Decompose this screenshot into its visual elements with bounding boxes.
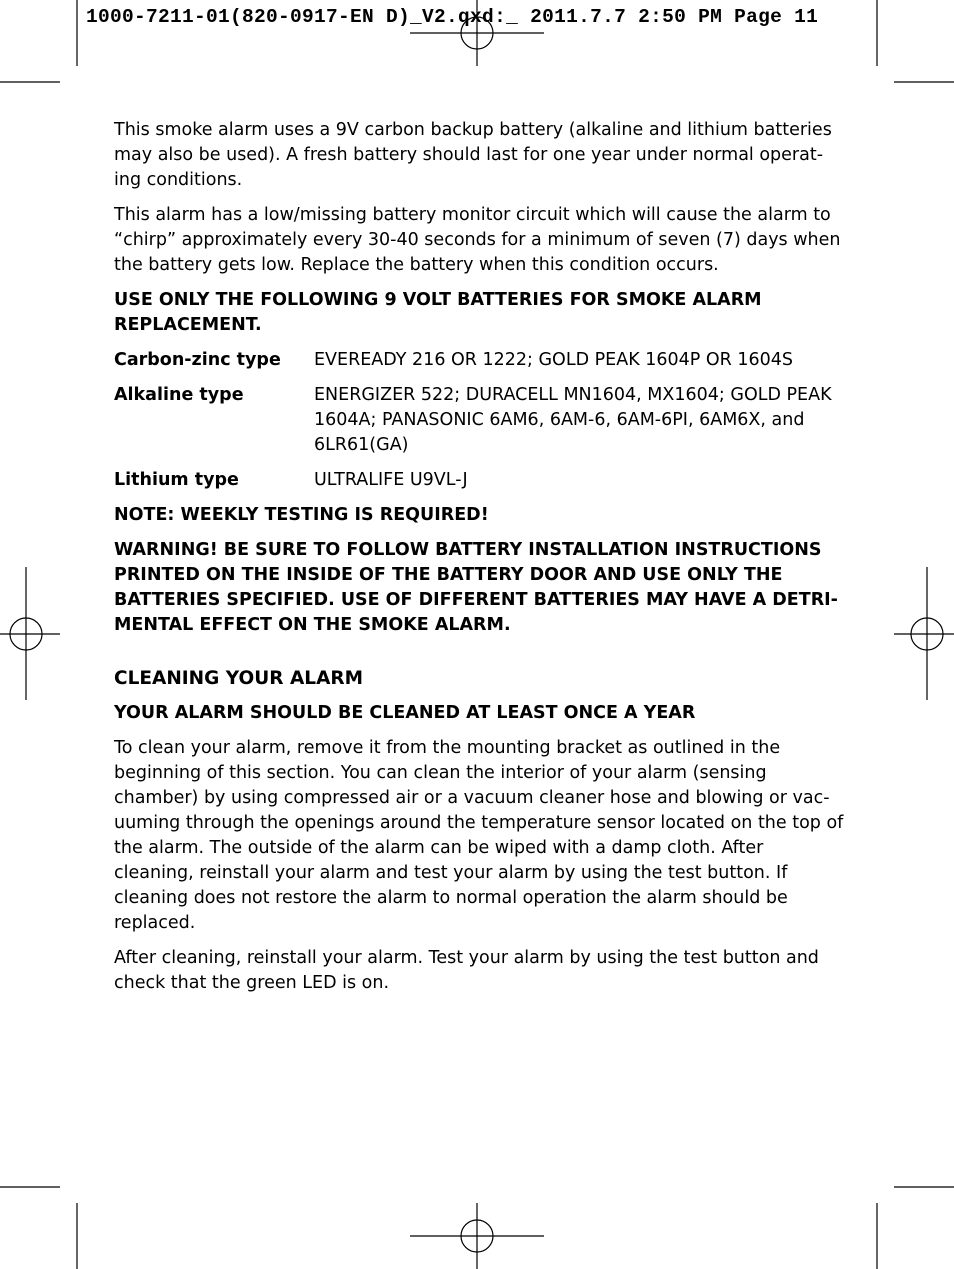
weekly-testing-note: NOTE: WEEKLY TESTING IS REQUIRED! [114, 505, 489, 525]
battery-monitor-paragraph: This alarm has a low/missing battery monitor circuit which will cause the alarm to “chirp” approximately every 30-40 seconds for a minimum of seven (7) days when the battery gets low. Replace the battery when this condition occurs. [114, 205, 841, 275]
reinstall-paragraph: After cleaning, reinstall your alarm. Test your alarm by using the test button and check that the green LED is on. [114, 948, 819, 993]
cleaning-heading: CLEANING YOUR ALARM [114, 668, 364, 689]
cleaning-paragraph: To clean your alarm, remove it from the mounting bracket as outlined in the beginning of this section. You can clean the interior of your alarm (sensing chamber) by using compressed air or a vacuum cleaner hose and blowing or vac-uuming through the openings around the temperature sensor located on the top of the alarm. The outside of the alarm can be wiped with a damp cloth. After cleaning, reinstall your alarm and test your alarm by using the test button. If cleaning does not restore the alarm to normal operation the alarm should be replaced. [114, 738, 844, 933]
battery-intro-paragraph: This smoke alarm uses a 9V carbon backup battery (alkaline and lithium batteries may also be used). A fresh battery should last for one year under normal operat-ing conditions. [114, 120, 832, 190]
battery-models: ENERGIZER 522; DURACELL MN1604, MX1604; GOLD PEAK 1604A; PANASONIC 6AM6, 6AM-6, 6AM-6PI, 6AM6X, and 6LR61(GA) [314, 385, 832, 455]
battery-table [114, 348, 844, 493]
battery-replacement-heading: USE ONLY THE FOLLOWING 9 VOLT BATTERIES FOR SMOKE ALARM REPLACEMENT. [114, 290, 762, 335]
print-slug: 1000-7211-01(820-0917-EN D)_V2.qxd:_ 2011.7.7 2:50 PM Page 11 [86, 6, 819, 28]
battery-type-label: Alkaline type [114, 385, 244, 405]
battery-row-alkaline [114, 383, 844, 458]
battery-warning: WARNING! BE SURE TO FOLLOW BATTERY INSTALLATION INSTRUCTIONS PRINTED ON THE INSIDE OF THE BATTERY DOOR AND USE ONLY THE BATTERIES SPECIFIED. USE OF DIFFERENT BATTERIES MAY HAVE A DETRI-MENTAL EFFECT ON THE SMOKE ALARM. [114, 540, 838, 635]
registration-mark-bottom [410, 1203, 544, 1269]
cleaning-subheading: YOUR ALARM SHOULD BE CLEANED AT LEAST ONCE A YEAR [114, 703, 696, 723]
battery-models: EVEREADY 216 OR 1222; GOLD PEAK 1604P OR 1604S [314, 350, 794, 370]
battery-type-label: Lithium type [114, 470, 239, 490]
battery-row-lithium [114, 468, 844, 493]
page-content [114, 118, 844, 1006]
registration-mark-left [0, 567, 60, 700]
battery-type-label: Carbon-zinc type [114, 350, 281, 370]
battery-models: ULTRALIFE U9VL-J [314, 470, 468, 490]
registration-mark-top [410, 0, 544, 66]
registration-mark-right [894, 567, 954, 700]
battery-row-carbon-zinc [114, 348, 844, 373]
